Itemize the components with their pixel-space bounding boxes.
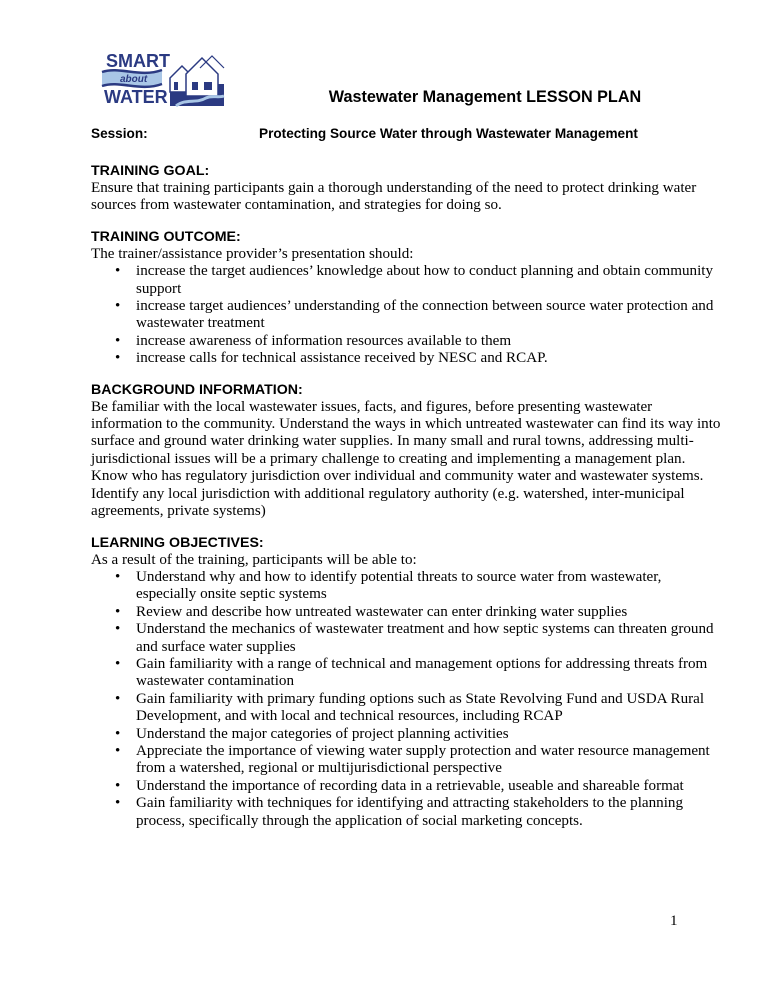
list-item: • increase the target audiences’ knowledge about how to conduct planning and obtain community support <box>115 263 714 297</box>
bullet-icon: • <box>115 777 121 794</box>
section-training-outcome <box>91 228 721 368</box>
bullet-icon: • <box>115 568 121 585</box>
list-item: • Gain familiarity with primary funding options such as State Revolving Fund and USDA Rural Development, and with local and technical resources, including RCAP <box>115 690 705 725</box>
svg-text:WATER: WATER <box>104 87 168 107</box>
bullet-icon: • <box>115 655 121 672</box>
section-heading: BACKGROUND INFORMATION: <box>91 381 303 398</box>
list-item: • Understand the major categories of project planning activities <box>115 725 509 742</box>
section-intro: The trainer/assistance provider’s presentation should: <box>91 245 414 262</box>
section-training-goal <box>91 162 721 215</box>
section-intro: As a result of the training, participants will be able to: <box>91 551 417 568</box>
list-item: • Gain familiarity with techniques for identifying and attracting stakeholders to the planning process, specifically through the application of social marketing concepts. <box>115 795 684 829</box>
bullet-icon: • <box>115 725 121 742</box>
outcome-list <box>91 263 721 367</box>
list-item: • Understand why and how to identify potential threats to source water from wastewater, especially onsite septic systems <box>115 568 662 603</box>
bullet-icon: • <box>115 263 121 280</box>
list-item: • increase calls for technical assistance received by NESC and RCAP. <box>115 350 548 367</box>
bullet-icon: • <box>115 742 121 759</box>
section-background-information <box>91 381 721 521</box>
svg-text:SMART: SMART <box>106 51 170 71</box>
document-body <box>91 162 721 843</box>
list-item: • Review and describe how untreated wastewater can enter drinking water supplies <box>115 603 628 620</box>
list-item: • Understand the mechanics of wastewater treatment and how septic systems can threaten ground and surface water supplies <box>115 621 714 655</box>
smart-about-water-logo <box>100 48 228 108</box>
session-label: Session: <box>91 126 148 141</box>
page-title: Wastewater Management LESSON PLAN <box>328 88 642 106</box>
section-heading: TRAINING GOAL: <box>91 163 210 179</box>
logo-graphic-icon <box>100 48 228 108</box>
bullet-icon: • <box>115 621 121 638</box>
page-number: 1 <box>670 913 678 929</box>
list-item: • Appreciate the importance of viewing water supply protection and water resource management from a watershed, regional or multijurisdictional perspective <box>115 742 710 777</box>
list-item: • increase awareness of information resources available to them <box>115 332 512 349</box>
section-text: Ensure that training participants gain a thorough understanding of the need to protect drinking water sources from wastewater contamination, and strategies for doing so. <box>91 180 697 214</box>
bullet-icon: • <box>115 795 121 812</box>
list-item: • increase target audiences’ understanding of the connection between source water protection and wastewater treatment <box>115 298 714 332</box>
objectives-list <box>91 569 721 830</box>
bullet-icon: • <box>115 298 121 315</box>
list-item: • Understand the importance of recording data in a retrievable, useable and shareable format <box>115 777 684 794</box>
bullet-icon: • <box>115 690 121 707</box>
section-heading: LEARNING OBJECTIVES: <box>91 534 264 551</box>
bullet-icon: • <box>115 603 121 620</box>
list-item: • Gain familiarity with a range of technical and management options for addressing threats from wastewater contamination <box>115 655 708 690</box>
section-text: Be familiar with the local wastewater issues, facts, and figures, before presenting wastewater information to the community. Understand the ways in which untreated wastewater can find its way into surface and ground water drinking water supplies. In many small and rural towns, addressing multi-jurisdictional issues will be a primary challenge to creating and implementing a management plan. Know who has regulatory jurisdiction over individual and community water and wastewater systems. Identify any local jurisdiction with additional regulatory authority (e.g. watershed, inter-municipal agreements, private systems) <box>91 398 721 520</box>
bullet-icon: • <box>115 332 121 349</box>
svg-text:about: about <box>120 74 148 85</box>
section-heading: TRAINING OUTCOME: <box>91 228 241 245</box>
bullet-icon: • <box>115 350 121 367</box>
section-learning-objectives <box>91 534 721 831</box>
session-value: Protecting Source Water through Wastewater Management <box>259 126 638 141</box>
